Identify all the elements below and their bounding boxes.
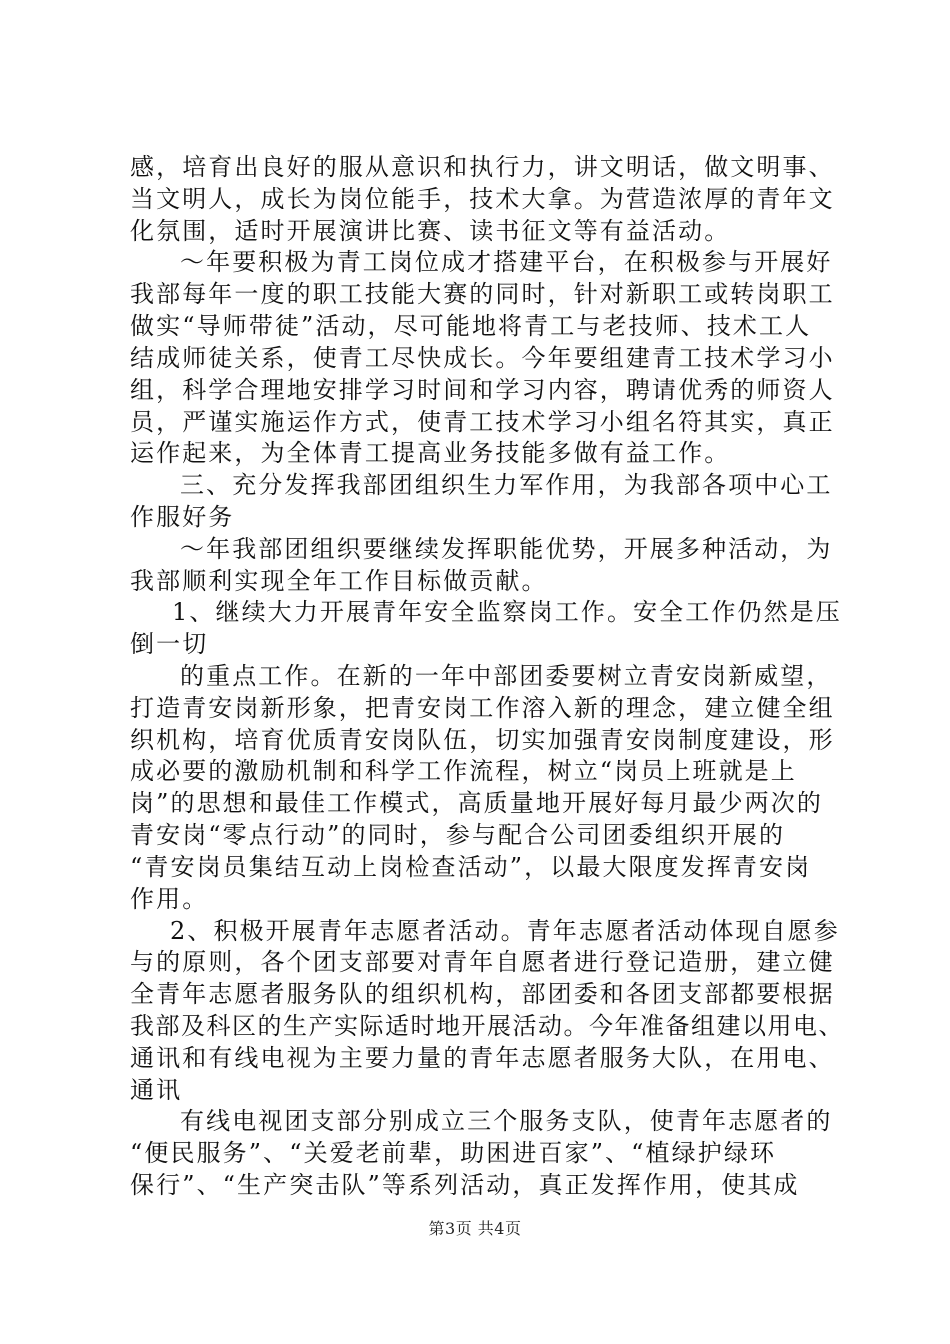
text-line: “便民服务”、“关爱老前辈，助困进百家”、“植绿护绿环 bbox=[130, 1139, 777, 1167]
section-heading: 三、充分发挥我部团组织生力军作用，为我部各项中心工 bbox=[180, 471, 833, 499]
text-line: 我部每年一度的职工技能大赛的同时，针对新职工或转岗职工 bbox=[130, 280, 835, 308]
text-line: 运作起来，为全体青工提高业务技能多做有益工作。 bbox=[130, 439, 731, 467]
text-line: 倒一切 bbox=[130, 630, 209, 658]
text-line: 我部及科区的生产实际适时地开展活动。今年准备组建以用电、 bbox=[130, 1012, 844, 1040]
text-line: 我部顺利实现全年工作目标做贡献。 bbox=[130, 567, 548, 595]
text-line: 青安岗“零点行动”的同时，参与配合公司团委组织开展的 bbox=[130, 821, 786, 849]
text-line: 做实“导师带徒”活动，尽可能地将青工与老技师、技术工人 bbox=[130, 312, 812, 340]
text-line: “青安岗员集结互动上岗检查活动”，以最大限度发挥青安岗 bbox=[130, 853, 812, 881]
text-line: 保行”、“生产突击队”等系列活动，真正发挥作用，使其成 bbox=[130, 1171, 800, 1199]
text-line: 结成师徒关系，使青工尽快成长。今年要组建青工技术学习小 bbox=[130, 344, 835, 372]
text-line: 当文明人，成长为岗位能手，技术大拿。为营造浓厚的青年文 bbox=[130, 185, 835, 213]
text-line: 打造青安岗新形象，把青安岗工作溶入新的理念，建立健全组 bbox=[130, 694, 835, 722]
text-line: 成必要的激励机制和科学工作流程，树立“岗员上班就是上 bbox=[130, 757, 797, 785]
text-line: 通讯 bbox=[130, 1076, 183, 1104]
text-line: ～年我部团组织要继续发挥职能优势，开展多种活动，为 bbox=[180, 535, 833, 563]
text-line: 组，科学合理地安排学习时间和学习内容，聘请优秀的师资人 bbox=[130, 376, 835, 404]
text-line: 有线电视团支部分别成立三个服务支队，使青年志愿者的 bbox=[180, 1107, 833, 1135]
text-line: 1、继续大力开展青年安全监察岗工作。安全工作仍然是压 bbox=[172, 598, 842, 626]
text-line: 岗”的思想和最佳工作模式，高质量地开展好每月最少两次的 bbox=[130, 789, 823, 817]
text-line: ～年要积极为青工岗位成才搭建平台，在积极参与开展好 bbox=[180, 248, 833, 276]
text-line: 感，培育出良好的服从意识和执行力，讲文明话，做文明事、 bbox=[130, 153, 835, 181]
text-line: 2、积极开展青年志愿者活动。青年志愿者活动体现自愿参 bbox=[170, 917, 840, 945]
text-line: 与的原则，各个团支部要对青年自愿者进行登记造册，建立健 bbox=[130, 948, 835, 976]
text-line: 员，严谨实施运作方式，使青工技术学习小组名符其实，真正 bbox=[130, 408, 835, 436]
text-line: 作用。 bbox=[130, 885, 209, 913]
page-number-footer: 第3页 共4页 bbox=[428, 1219, 522, 1238]
text-line: 全青年志愿者服务队的组织机构，部团委和各团支部都要根据 bbox=[130, 980, 835, 1008]
text-line: 的重点工作。在新的一年中部团委要树立青安岗新威望， bbox=[180, 662, 833, 690]
text-line: 化氛围，适时开展演讲比赛、读书征文等有益活动。 bbox=[130, 217, 731, 245]
text-line: 织机构，培育优质青安岗队伍，切实加强青安岗制度建设，形 bbox=[130, 726, 835, 754]
text-line: 通讯和有线电视为主要力量的青年志愿者服务大队，在用电、 bbox=[130, 1044, 835, 1072]
section-heading: 作服好务 bbox=[130, 503, 235, 531]
